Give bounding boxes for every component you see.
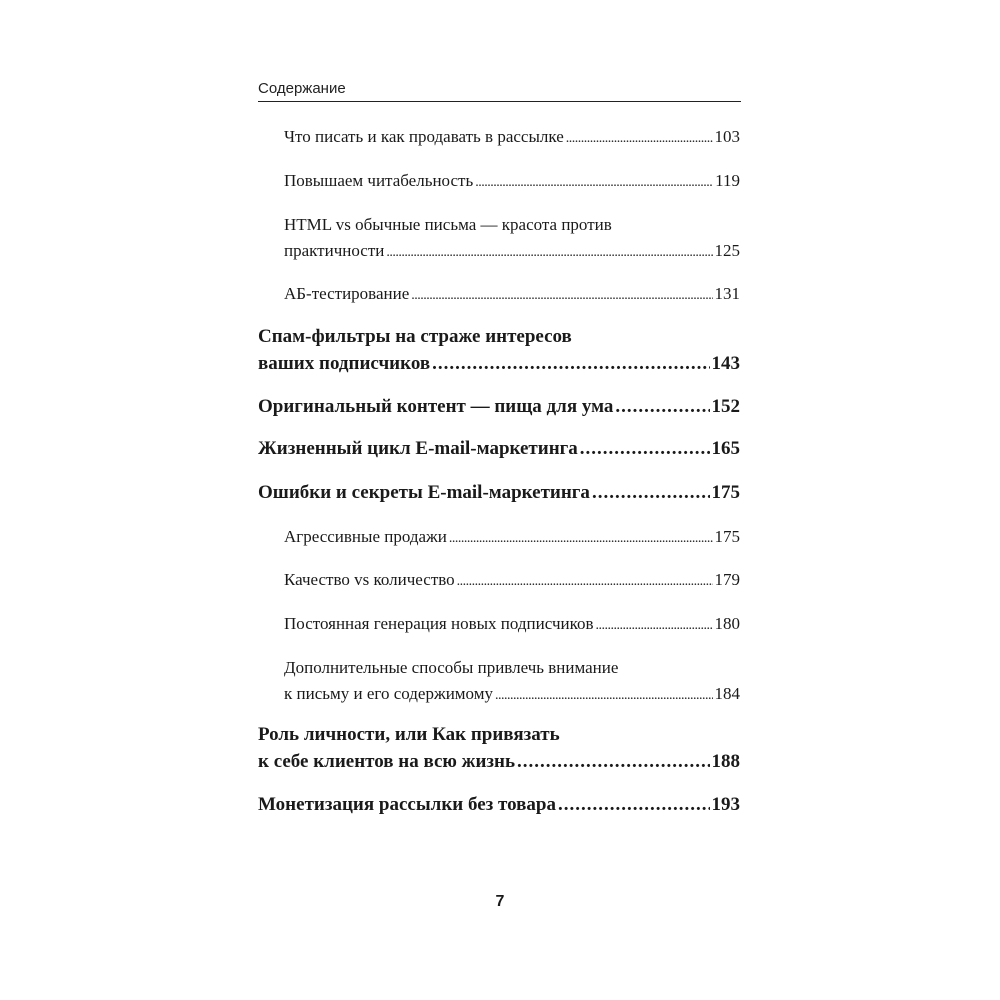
toc-entry-page: 193 [711, 794, 740, 815]
toc-entry-title: Дополнительные способы привлечь внимание [284, 658, 619, 677]
toc-entry-title: АБ-тестирование [284, 284, 410, 303]
toc-entry [284, 611, 740, 639]
toc-entry [284, 124, 740, 152]
toc-entry-page: 119 [715, 171, 740, 190]
toc-entry [258, 791, 740, 818]
toc-entry [258, 479, 740, 506]
leader-dots [432, 350, 709, 377]
toc-entry-title-cont: к письму и его содержимому [284, 684, 493, 703]
toc-entry-title: Ошибки и секреты E-mail-маркетинга [258, 482, 590, 503]
toc-entry [284, 567, 740, 595]
leader-dots [615, 393, 709, 420]
leader-dots [449, 526, 713, 552]
toc-entry-title: Повышаем читабельность [284, 171, 474, 190]
toc-entry-title-cont: ваших подписчиков [258, 353, 431, 374]
toc-entry-page: 179 [714, 570, 740, 589]
toc-entry [284, 168, 740, 196]
toc-entry [258, 721, 740, 775]
toc-entry-title-cont: практичности [284, 241, 385, 260]
toc-entry-page: 180 [714, 614, 740, 633]
toc-entry-page: 188 [711, 751, 740, 772]
toc-entry-title: Постоянная генерация новых подписчиков [284, 614, 594, 633]
leader-dots [457, 569, 713, 595]
toc-entry [284, 524, 740, 552]
leader-dots [558, 791, 710, 818]
toc-entry [284, 655, 740, 709]
toc-entry-title: Что писать и как продавать в рассылке [284, 127, 564, 146]
leader-dots [580, 435, 710, 462]
toc-entry-title: Роль личности, или Как привязать [258, 724, 560, 745]
leader-dots [592, 479, 710, 506]
toc-entry [258, 323, 740, 377]
toc-entry-page: 143 [711, 353, 740, 374]
toc-entry [258, 393, 740, 420]
toc-entry-page: 165 [711, 438, 740, 459]
running-header: Содержание [258, 80, 741, 102]
leader-dots [475, 170, 713, 196]
toc-entry-page: 103 [714, 127, 740, 146]
toc-entry-page: 125 [714, 241, 740, 260]
toc-entry-title: Агрессивные продажи [284, 527, 447, 546]
leader-dots [411, 283, 712, 309]
toc-entry-title: Спам-фильтры на страже интересов [258, 326, 572, 347]
toc-entry-title: HTML vs обычные письма — красота против [284, 215, 612, 234]
toc-entry-title-cont: к себе клиентов на всю жизнь [258, 751, 516, 772]
leader-dots [517, 748, 709, 775]
leader-dots [566, 126, 713, 152]
toc-entry-page: 152 [711, 396, 740, 417]
leader-dots [386, 240, 712, 266]
toc-entry-title: Монетизация рассылки без товара [258, 794, 556, 815]
leader-dots [596, 613, 713, 639]
toc-entry-page: 184 [714, 684, 740, 703]
leader-dots [495, 683, 713, 709]
toc-entry-title: Жизненный цикл E-mail-маркетинга [258, 438, 578, 459]
toc-entry [258, 435, 740, 462]
toc-entry [284, 212, 740, 266]
toc-entry-page: 175 [711, 482, 740, 503]
toc-entry-page: 131 [714, 284, 740, 303]
toc-entry-title: Оригинальный контент — пища для ума [258, 396, 614, 417]
toc-entry-title: Качество vs количество [284, 570, 455, 589]
toc-entry [284, 281, 740, 309]
page-number: 7 [495, 893, 505, 910]
toc-entry-page: 175 [714, 527, 740, 546]
